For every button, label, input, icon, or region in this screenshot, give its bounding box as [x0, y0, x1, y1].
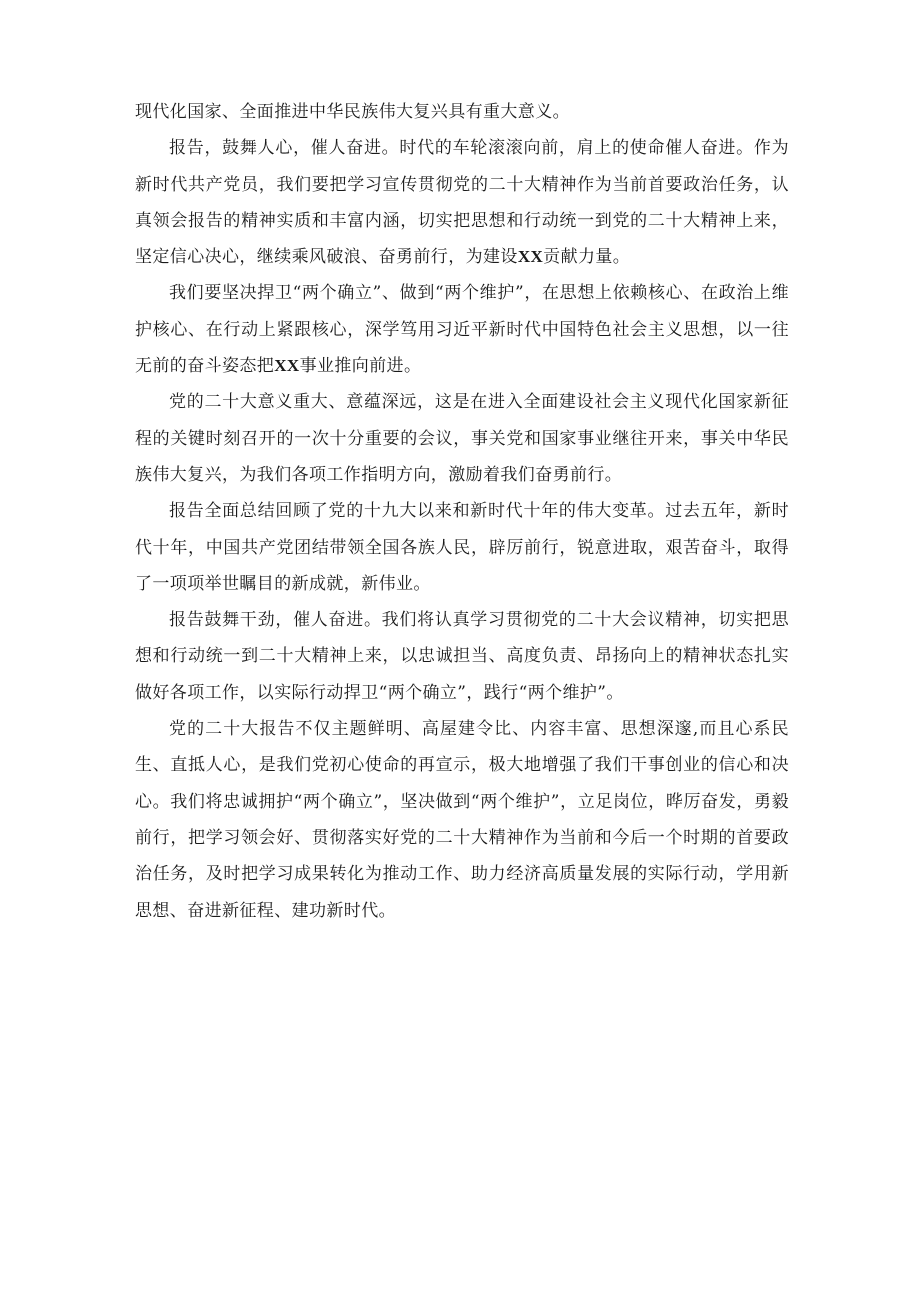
paragraph-text: 报告，鼓舞人心，催人奋进。时代的车轮滚滚向前，肩上的使命催人奋进。作为新时代共产党员，我们要把学习宣传贯彻党的二十大精神作为当前首要政治任务，认真领会报告的精神实质和丰富内涵，切实把思想和行动统一到党的二十大精神上来，坚定信心决心，继续乘风破浪、奋勇前行，为建设: [135, 138, 789, 268]
paragraph-text: 报告全面总结回顾了党的十九大以来和新时代十年的伟大变革。过去五年，新时代十年，中国共产党团结带领全国各族人民，辟厉前行，锐意进取，艰苦奋斗，取得了一项项举世瞩目的新成就，新伟业。: [135, 501, 789, 594]
placeholder-xx: XX: [274, 356, 300, 376]
paragraph-5: [135, 493, 789, 602]
paragraph-text: 现代化国家、全面推进中华民族伟大复兴具有重大意义。: [135, 102, 570, 122]
paragraph-1: [135, 94, 789, 130]
placeholder-xx: XX: [517, 247, 544, 267]
paragraph-text: 我们要坚决捍卫“两个确立”、做到“两个维护”，在思想上依赖核心、在政治上维护核心、在行动上紧跟核心，深学笃用习近平新时代中国特色社会主义思想，以一往无前的奋斗姿态把: [135, 283, 789, 377]
paragraph-6: [135, 602, 789, 711]
paragraph-2: [135, 130, 789, 275]
paragraph-7: [135, 711, 789, 929]
document-body: [135, 94, 789, 929]
paragraph-3: [135, 275, 789, 384]
paragraph-text: 报告鼓舞干劲，催人奋进。我们将认真学习贯彻党的二十大会议精神，切实把思想和行动统一到二十大精神上来，以忠诚担当、高度负责、昂扬向上的精神状态扎实做好各项工作，以实际行动捍卫“两个确立”，践行“两个维护”。: [135, 610, 789, 703]
paragraph-text: 事业推向前进。: [299, 356, 422, 377]
paragraph-text: 党的二十大意义重大、意蕴深远，这是在进入全面建设社会主义现代化国家新征程的关键时刻召开的一次十分重要的会议，事关党和国家事业继往开来，事关中华民族伟大复兴，为我们各项工作指明方向，激励着我们奋勇前行。: [135, 392, 789, 485]
paragraph-text: 贡献力量。: [543, 247, 631, 268]
paragraph-4: [135, 384, 789, 493]
paragraph-text: 党的二十大报告不仅主题鲜明、高屋建令比、内容丰富、思想深邃,而且心系民生、直抵人心，是我们党初心使命的再宣示，极大地增强了我们干事创业的信心和决心。我们将忠诚拥护“两个确立”，坚决做到“两个维护”，立足岗位，晔厉奋发，勇毅前行，把学习领会好、贯彻落实好党的二十大精神作为当前和今后一个时期的首要政治任务，及时把学习成果转化为推动工作、助力经济高质量发展的实际行动，学用新思想、奋进新征程、建功新时代。: [135, 719, 789, 921]
